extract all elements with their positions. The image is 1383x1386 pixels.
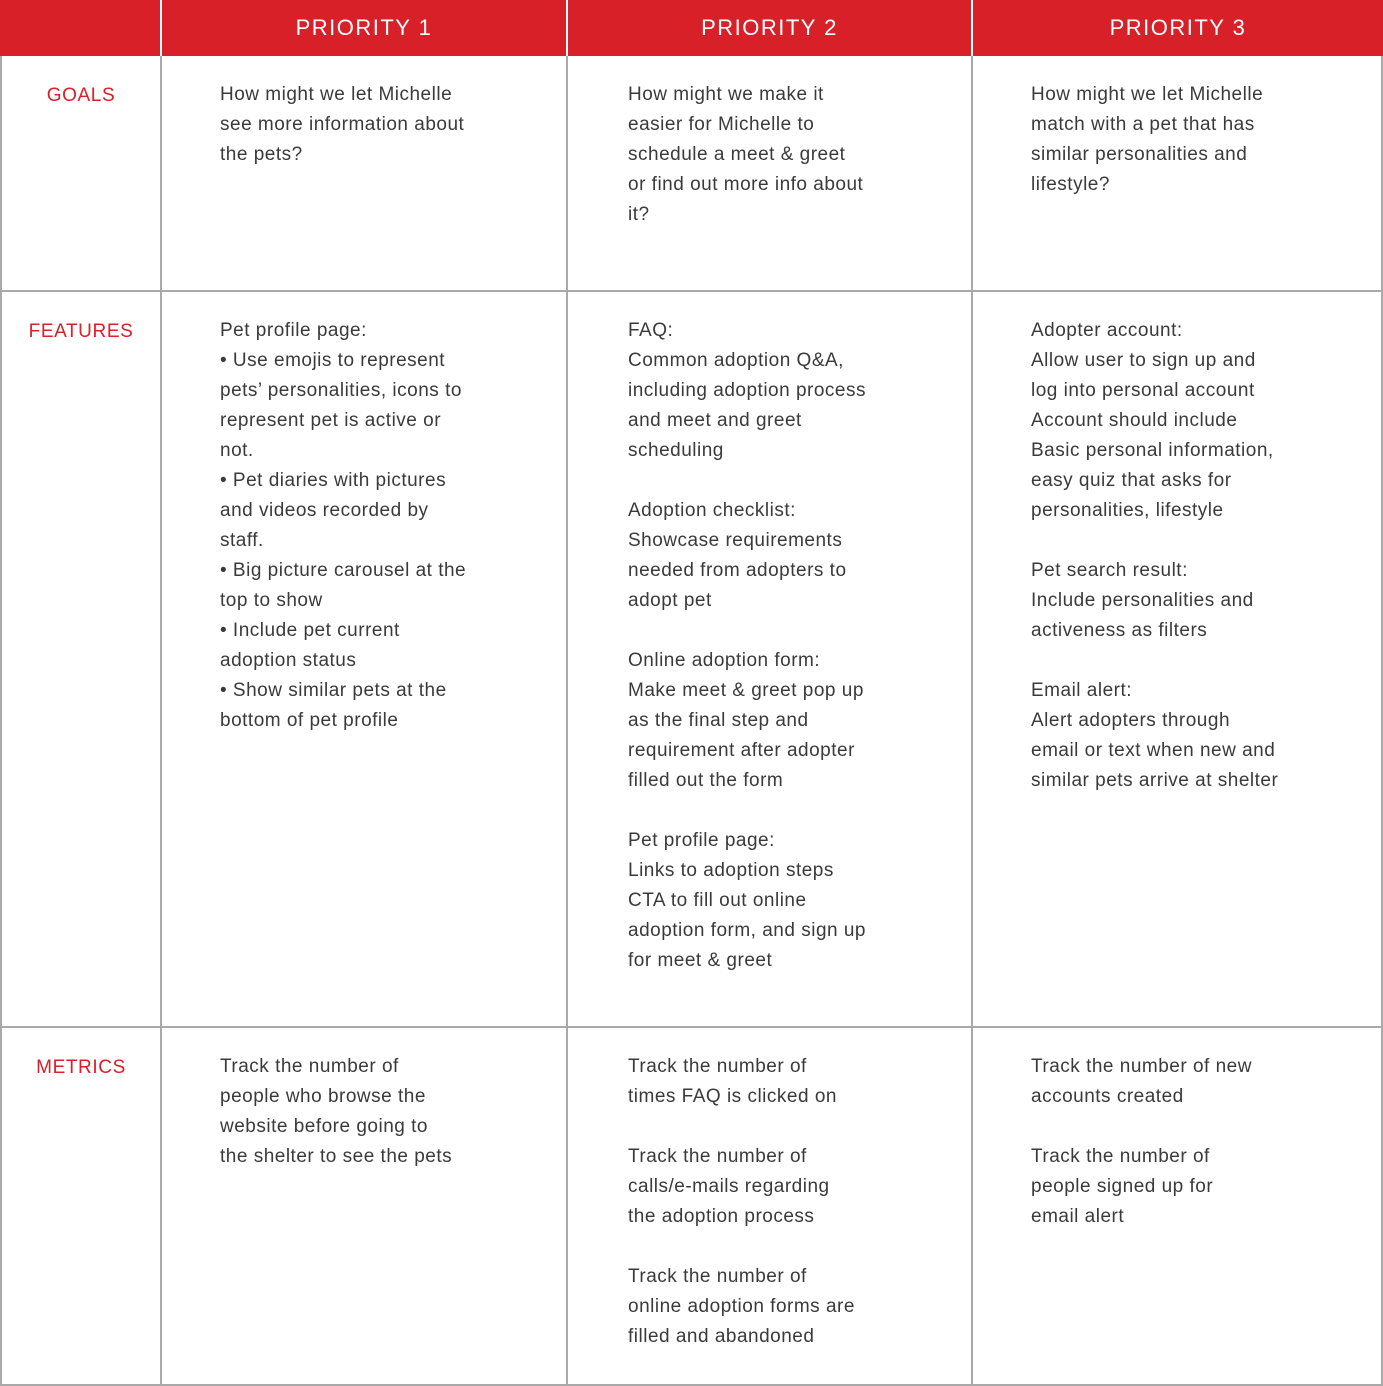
line-gap xyxy=(1031,646,1351,676)
cell-line: filled and abandoned xyxy=(628,1326,815,1347)
cell-line: Alert adopters through xyxy=(1031,710,1231,731)
line-gap xyxy=(628,466,931,496)
cell-line: it? xyxy=(628,204,650,225)
cell-line: easier for Michelle to xyxy=(628,114,815,135)
cell-line: log into personal account xyxy=(1031,380,1255,401)
cell-line: accounts created xyxy=(1031,1086,1184,1107)
cell-line: represent pet is active or xyxy=(220,410,442,431)
cell-line: FAQ: xyxy=(628,320,674,341)
cell-line: see more information about xyxy=(220,114,465,135)
cell-line: Make meet & greet pop up xyxy=(628,680,864,701)
cell-line: needed from adopters to xyxy=(628,560,847,581)
cell-line: Track the number of xyxy=(628,1266,807,1287)
cell-line: • Show similar pets at the xyxy=(220,680,447,701)
metrics-priority-2 xyxy=(568,1028,973,1386)
cell-line: email alert xyxy=(1031,1206,1125,1227)
header-corner xyxy=(0,0,162,56)
header-priority-3: PRIORITY 3 xyxy=(973,0,1383,56)
cell-line: Pet profile page: xyxy=(220,320,367,341)
cell-line: the pets? xyxy=(220,144,303,165)
cell-line: the adoption process xyxy=(628,1206,815,1227)
cell-line: filled out the form xyxy=(628,770,784,791)
cell-line: people signed up for xyxy=(1031,1176,1214,1197)
cell-line: not. xyxy=(220,440,254,461)
cell-line: Account should include xyxy=(1031,410,1238,431)
cell-line: Basic personal information, xyxy=(1031,440,1274,461)
line-gap xyxy=(1031,526,1351,556)
cell-line: including adoption process xyxy=(628,380,866,401)
header-priority-2: PRIORITY 2 xyxy=(568,0,973,56)
line-gap xyxy=(1031,1112,1351,1142)
cell-line: easy quiz that asks for xyxy=(1031,470,1232,491)
metrics-priority-3 xyxy=(973,1028,1383,1386)
metrics-priority-1 xyxy=(162,1028,568,1386)
cell-line: • Big picture carousel at the xyxy=(220,560,467,581)
cell-line: and videos recorded by xyxy=(220,500,429,521)
cell-line: Track the number of new xyxy=(1031,1056,1252,1077)
line-gap xyxy=(628,1112,931,1142)
cell-line: and meet and greet xyxy=(628,410,802,431)
cell-line: schedule a meet & greet xyxy=(628,144,846,165)
row-label-features: FEATURES xyxy=(0,292,162,1028)
cell-line: website before going to xyxy=(220,1116,428,1137)
cell-line: How might we let Michelle xyxy=(220,84,453,105)
cell-line: the shelter to see the pets xyxy=(220,1146,453,1167)
header-priority-1: PRIORITY 1 xyxy=(162,0,568,56)
cell-line: pets’ personalities, icons to xyxy=(220,380,462,401)
cell-line: email or text when new and xyxy=(1031,740,1276,761)
cell-line: requirement after adopter xyxy=(628,740,855,761)
goals-priority-2 xyxy=(568,56,973,292)
cell-line: scheduling xyxy=(628,440,724,461)
cell-line: similar personalities and xyxy=(1031,144,1248,165)
cell-line: as the final step and xyxy=(628,710,809,731)
cell-line: staff. xyxy=(220,530,264,551)
cell-line: Common adoption Q&A, xyxy=(628,350,844,371)
line-gap xyxy=(628,616,931,646)
cell-line: Track the number of xyxy=(628,1146,807,1167)
cell-line: Pet profile page: xyxy=(628,830,775,851)
cell-line: for meet & greet xyxy=(628,950,773,971)
cell-line: similar pets arrive at shelter xyxy=(1031,770,1279,791)
cell-line: Adopter account: xyxy=(1031,320,1183,341)
cell-line: activeness as filters xyxy=(1031,620,1208,641)
cell-line: How might we let Michelle xyxy=(1031,84,1264,105)
cell-line: Include personalities and xyxy=(1031,590,1254,611)
cell-line: top to show xyxy=(220,590,323,611)
cell-line: Links to adoption steps xyxy=(628,860,834,881)
cell-line: times FAQ is clicked on xyxy=(628,1086,837,1107)
cell-line: lifestyle? xyxy=(1031,174,1110,195)
cell-line: adoption status xyxy=(220,650,357,671)
cell-line: Track the number of xyxy=(1031,1146,1210,1167)
row-label-metrics: METRICS xyxy=(0,1028,162,1386)
goals-priority-1 xyxy=(162,56,568,292)
goals-priority-3 xyxy=(973,56,1383,292)
cell-line: Showcase requirements xyxy=(628,530,843,551)
cell-line: online adoption forms are xyxy=(628,1296,855,1317)
cell-line: • Pet diaries with pictures xyxy=(220,470,447,491)
cell-line: • Include pet current xyxy=(220,620,400,641)
cell-line: CTA to fill out online xyxy=(628,890,807,911)
row-label-goals: GOALS xyxy=(0,56,162,292)
features-priority-3 xyxy=(973,292,1383,1028)
cell-line: Track the number of xyxy=(220,1056,399,1077)
cell-line: Email alert: xyxy=(1031,680,1133,701)
cell-line: personalities, lifestyle xyxy=(1031,500,1224,521)
cell-line: adoption form, and sign up xyxy=(628,920,866,941)
cell-line: calls/e-mails regarding xyxy=(628,1176,830,1197)
cell-line: Adoption checklist: xyxy=(628,500,796,521)
cell-line: Allow user to sign up and xyxy=(1031,350,1256,371)
cell-line: match with a pet that has xyxy=(1031,114,1255,135)
line-gap xyxy=(628,1232,931,1262)
cell-line: • Use emojis to represent xyxy=(220,350,446,371)
cell-line: Track the number of xyxy=(628,1056,807,1077)
features-priority-2 xyxy=(568,292,973,1028)
cell-line: or find out more info about xyxy=(628,174,864,195)
cell-line: How might we make it xyxy=(628,84,824,105)
cell-line: people who browse the xyxy=(220,1086,426,1107)
cell-line: Online adoption form: xyxy=(628,650,821,671)
cell-line: bottom of pet profile xyxy=(220,710,399,731)
line-gap xyxy=(628,796,931,826)
cell-line: adopt pet xyxy=(628,590,712,611)
features-priority-1 xyxy=(162,292,568,1028)
cell-line: Pet search result: xyxy=(1031,560,1188,581)
